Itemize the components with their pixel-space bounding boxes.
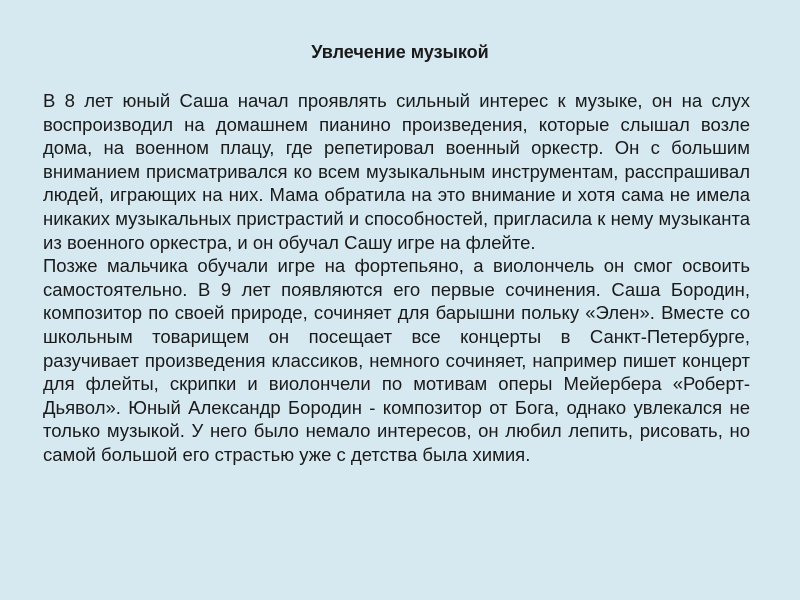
paragraph-1: В 8 лет юный Саша начал проявлять сильный интерес к музыке, он на слух воспроизводил на домашнем пианино произведения, которые слышал возле дома, на военном плацу, где репетировал военный оркестр. Он с большим вниманием присматривался ко всем музыкальным инструментам, расспрашивал людей, играющих на них. Мама обратила на это внимание и хотя сама не имела никаких музыкальных пристрастий и способностей, пригласила к нему музыканта из военного оркестра, и он обучал Сашу игре на флейте. (43, 90, 750, 253)
slide-title: Увлечение музыкой (311, 42, 489, 62)
paragraph-2: Позже мальчика обучали игре на фортепьяно, а виолончель он смог освоить самостоятельно. В 9 лет появляются его первые сочинения. Саша Бородин, композитор по своей природе, сочиняет для барышни польку «Элен». Вместе со школьным товарищем он посещает все концерты в Санкт-Петербурге, разучивает произведения классиков, немного сочиняет, например пишет концерт для флейты, скрипки и виолончели по мотивам оперы Мейербера «Роберт-Дьявол». Юный Александр Бородин - композитор от Бога, однако увлекался не только музыкой. У него было немало интересов, он любил лепить, рисовать, но самой большой его страстью уже с детства была химия. (43, 255, 750, 465)
slide-body (43, 89, 750, 467)
